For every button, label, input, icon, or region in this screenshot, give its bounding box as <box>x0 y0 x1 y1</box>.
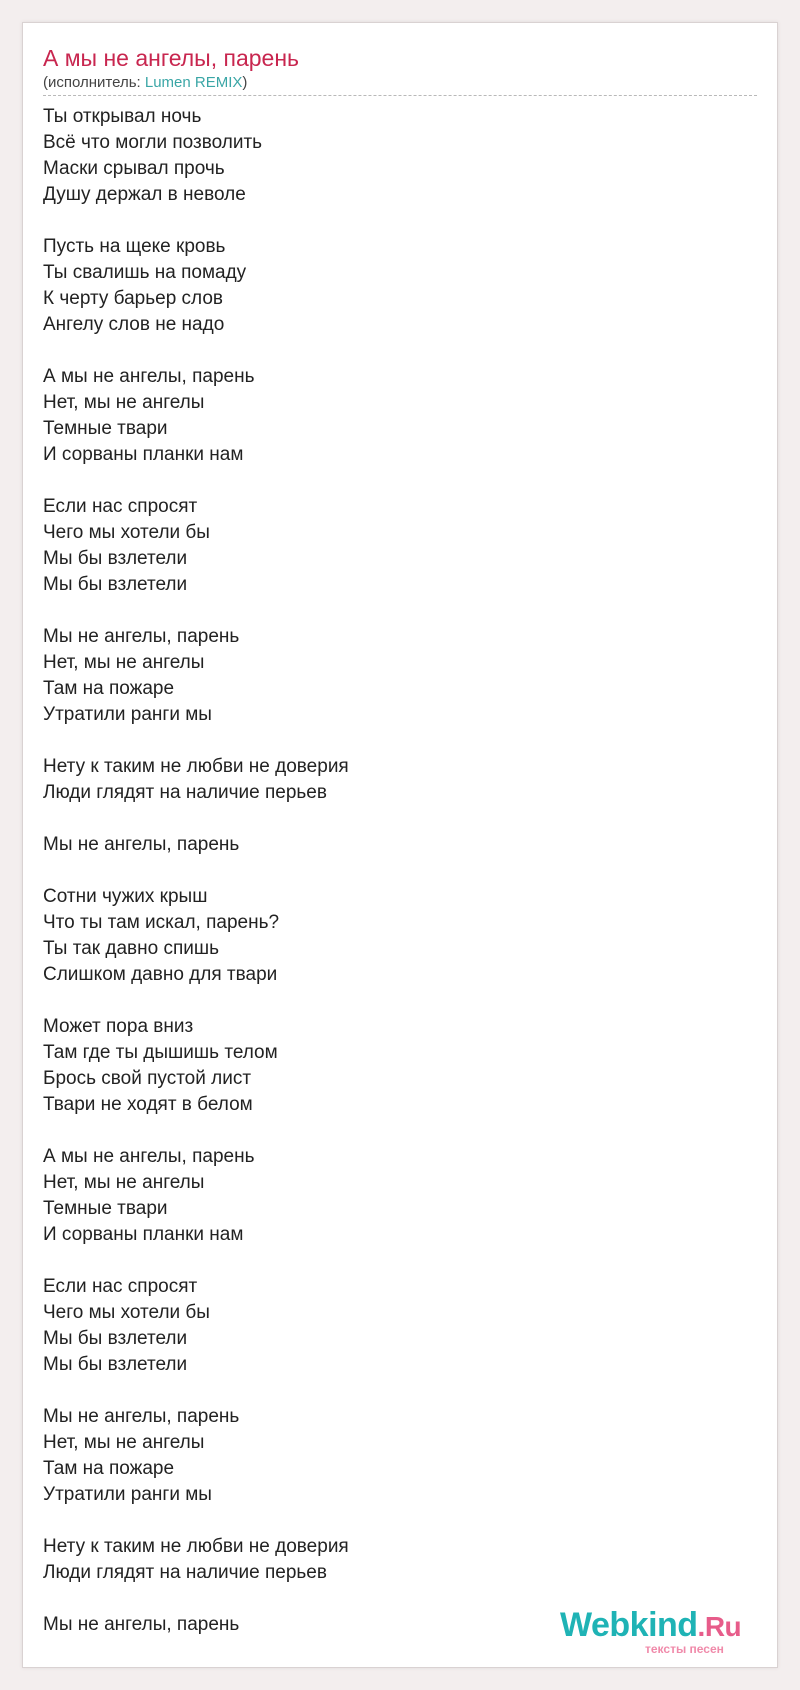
webkind-logo[interactable] <box>560 1606 790 1666</box>
lyric-line: Ангелу слов не надо <box>43 314 225 335</box>
lyric-line: Нету к таким не любви не доверия <box>43 756 349 777</box>
lyric-line: Нет, мы не ангелы <box>43 1172 205 1193</box>
lyric-line: Люди глядят на наличие перьев <box>43 1562 327 1583</box>
lyric-line: Всё что могли позволить <box>43 132 263 153</box>
lyrics-stanza <box>43 832 743 858</box>
lyric-line: Если нас спросят <box>43 1276 198 1297</box>
lyric-line: Чего мы хотели бы <box>43 522 210 543</box>
lyric-line: Там где ты дышишь телом <box>43 1042 278 1063</box>
lyric-line: Если нас спросят <box>43 496 198 517</box>
lyric-line: Что ты там искал, парень? <box>43 912 280 933</box>
lyric-line: Ты так давно спишь <box>43 938 219 959</box>
lyric-line: Чего мы хотели бы <box>43 1302 210 1323</box>
title-divider <box>43 95 757 96</box>
lyric-line: Мы бы взлетели <box>43 1328 188 1349</box>
lyric-line: Мы не ангелы, парень <box>43 1406 240 1427</box>
lyric-line: И сорваны планки нам <box>43 444 244 465</box>
lyrics-stanza <box>43 1144 743 1248</box>
lyric-line: Душу держал в неволе <box>43 184 246 205</box>
lyric-line: Маски срывал прочь <box>43 158 225 179</box>
lyric-line: Нету к таким не любви не доверия <box>43 1536 349 1557</box>
lyric-line: Там на пожаре <box>43 678 175 699</box>
lyrics-text <box>43 104 743 1664</box>
lyric-line: Мы не ангелы, парень <box>43 626 240 647</box>
lyric-line: Мы бы взлетели <box>43 1354 188 1375</box>
lyrics-stanza <box>43 624 743 728</box>
logo-tagline: тексты песен <box>645 1642 724 1656</box>
song-title: А мы не ангелы, парень <box>43 45 299 71</box>
lyric-line: Люди глядят на наличие перьев <box>43 782 327 803</box>
lyric-line: Нет, мы не ангелы <box>43 652 205 673</box>
lyrics-stanza <box>43 364 743 468</box>
logo-name: Webkind <box>560 1606 698 1644</box>
lyric-line: Утратили ранги мы <box>43 1484 212 1505</box>
lyric-line: Пусть на щеке кровь <box>43 236 226 257</box>
lyrics-stanza <box>43 494 743 598</box>
lyric-line: Ты открывал ночь <box>43 106 202 127</box>
lyrics-stanza <box>43 234 743 338</box>
lyrics-stanza <box>43 884 743 988</box>
lyrics-stanza <box>43 104 743 208</box>
lyrics-stanza <box>43 1274 743 1378</box>
lyric-line: Темные твари <box>43 1198 168 1219</box>
artist-suffix: ) <box>242 74 248 91</box>
lyric-line: Может пора вниз <box>43 1016 194 1037</box>
artist-byline <box>43 73 247 93</box>
lyric-line: Твари не ходят в белом <box>43 1094 253 1115</box>
logo-tld: .Ru <box>697 1611 742 1642</box>
lyric-line: А мы не ангелы, парень <box>43 366 255 387</box>
lyric-line: Брось свой пустой лист <box>43 1068 252 1089</box>
lyrics-stanza <box>43 1404 743 1508</box>
lyrics-stanza <box>43 754 743 806</box>
lyric-line: Слишком давно для твари <box>43 964 278 985</box>
lyrics-card <box>22 22 778 1668</box>
lyric-line: Там на пожаре <box>43 1458 175 1479</box>
artist-prefix: (исполнитель: <box>43 74 145 91</box>
lyric-line: Мы не ангелы, парень <box>43 834 240 855</box>
artist-link[interactable]: Lumen REMIX <box>144 74 243 91</box>
lyric-line: Сотни чужих крыш <box>43 886 208 907</box>
lyrics-stanza <box>43 1534 743 1586</box>
lyric-line: Темные твари <box>43 418 168 439</box>
lyric-line: Ты свалишь на помаду <box>43 262 247 283</box>
lyric-line: Утратили ранги мы <box>43 704 212 725</box>
lyric-line: Нет, мы не ангелы <box>43 392 205 413</box>
lyrics-stanza <box>43 1014 743 1118</box>
lyric-line: И сорваны планки нам <box>43 1224 244 1245</box>
lyric-line: К черту барьер слов <box>43 288 224 309</box>
lyric-line: Мы бы взлетели <box>43 548 188 569</box>
lyric-line: Мы не ангелы, парень <box>43 1614 240 1635</box>
lyric-line: А мы не ангелы, парень <box>43 1146 255 1167</box>
lyric-line: Нет, мы не ангелы <box>43 1432 205 1453</box>
lyric-line: Мы бы взлетели <box>43 574 188 595</box>
logo-wordmark <box>560 1606 741 1646</box>
